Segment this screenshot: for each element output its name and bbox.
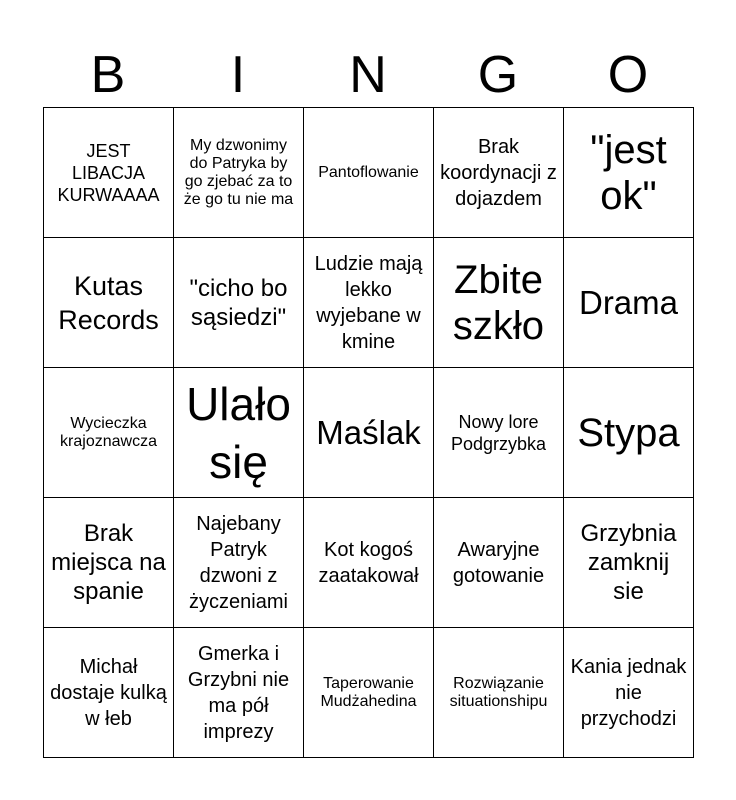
bingo-cell[interactable]: JEST LIBACJA KURWAAAA (44, 108, 174, 238)
bingo-cell[interactable]: Taperowanie Mudżahedina (304, 628, 434, 758)
board-row (44, 498, 694, 628)
bingo-cell[interactable]: Ludzie mają lekko wyjebane w kmine (304, 238, 434, 368)
bingo-cell[interactable]: Awaryjne gotowanie (434, 498, 564, 628)
bingo-cell[interactable]: Grzybnia zamknij sie (564, 498, 694, 628)
board-row (44, 628, 694, 758)
bingo-cell[interactable]: Brak miejsca na spanie (44, 498, 174, 628)
bingo-cell[interactable]: Brak koordynacji z dojazdem (434, 108, 564, 238)
bingo-cell[interactable]: Maślak (304, 368, 434, 498)
header-letter-b: B (90, 46, 126, 104)
bingo-cell[interactable]: Drama (564, 238, 694, 368)
header-letter-n: N (349, 46, 387, 104)
bingo-cell[interactable]: My dzwonimy do Patryka by go zjebać za to że go tu nie ma (174, 108, 304, 238)
bingo-cell[interactable]: Rozwiązanie situationshipu (434, 628, 564, 758)
bingo-cell[interactable]: Wycieczka krajoznawcza (44, 368, 174, 498)
bingo-header (43, 42, 693, 108)
bingo-cell[interactable]: Ulało się (174, 368, 304, 498)
bingo-cell[interactable]: Kutas Records (44, 238, 174, 368)
bingo-cell[interactable]: "cicho bo sąsiedzi" (174, 238, 304, 368)
bingo-cell[interactable]: Najebany Patryk dzwoni z życzeniami (174, 498, 304, 628)
header-letter-g: G (477, 46, 519, 104)
bingo-cell[interactable]: Pantoflowanie (304, 108, 434, 238)
bingo-cell[interactable]: Zbite szkło (434, 238, 564, 368)
bingo-cell[interactable]: Nowy lore Podgrzybka (434, 368, 564, 498)
bingo-cell[interactable]: Michał dostaje kulką w łeb (44, 628, 174, 758)
bingo-cell[interactable]: Kot kogoś zaatakował (304, 498, 434, 628)
bingo-cell[interactable]: Stypa (564, 368, 694, 498)
bingo-board (43, 107, 694, 758)
board-row (44, 238, 694, 368)
bingo-cell[interactable]: "jest ok" (564, 108, 694, 238)
bingo-cell[interactable]: Gmerka i Grzybni nie ma pół imprezy (174, 628, 304, 758)
board-row (44, 368, 694, 498)
board-row (44, 108, 694, 238)
header-letter-i: I (230, 46, 246, 104)
bingo-cell[interactable]: Kania jednak nie przychodzi (564, 628, 694, 758)
header-letter-o: O (607, 46, 649, 104)
